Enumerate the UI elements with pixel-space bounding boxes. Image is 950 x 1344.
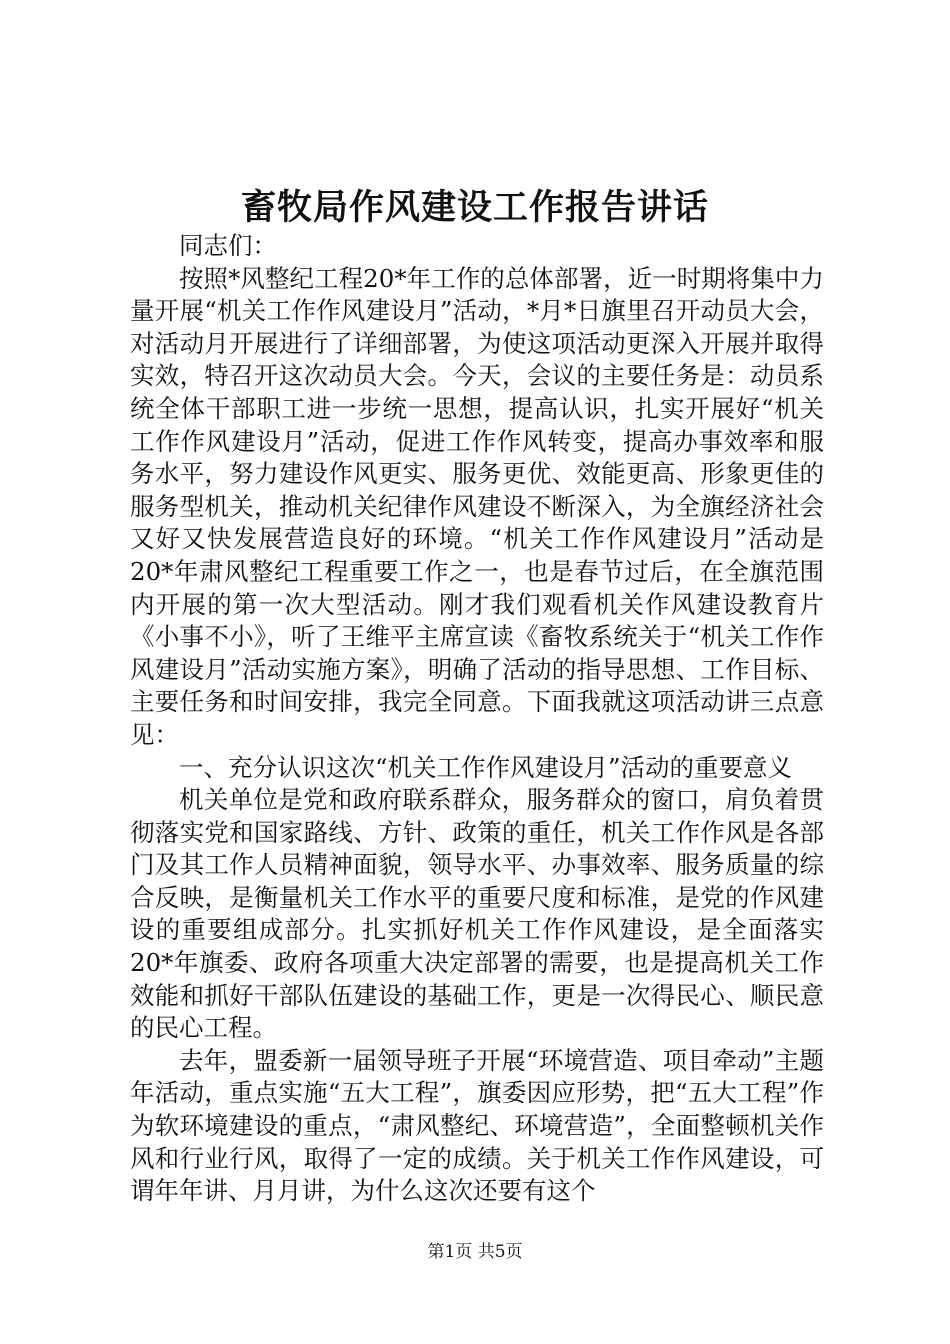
salutation-paragraph: 同志们： (179, 231, 277, 260)
document-body (130, 230, 824, 1208)
document-title: 畜牧局作风建设工作报告讲话 (240, 187, 709, 228)
body-paragraph: 去年，盟委新一届领导班子开展“环境营造、项目牵动”主题年活动，重点实施“五大工程”，旗委因应形势，把“五大工程”作为软环境建设的重点，“肃风整纪、环境营造”，全面整顿机关作风和行业行风，取得了一定的成绩。关于机关工作作风建设，可谓年年讲、月月讲，为什么这次还要有这个 (130, 1045, 824, 1206)
section-heading-1: 一、充分认识这次“机关工作作风建设月”活动的重要意义 (179, 752, 793, 782)
body-paragraph: 机关单位是党和政府联系群众，服务群众的窗口，肩负着贯彻落实党和国家路线、方针、政策的重任，机关工作作风是各部门及其工作人员精神面貌，领导水平、办事效率、服务质量的综合反映，是衡量机关工作水平的重要尺度和标准，是党的作风建设的重要组成部分。扎实抓好机关工作作风建设，是全面落实20*年旗委、政府各项重大决定部署的需要，也是提高机关工作效能和抓好干部队伍建设的基础工作，更是一次得民心、顺民意的民心工程。 (130, 785, 824, 1043)
page-number-footer: 第1页 共5页 (427, 1242, 523, 1262)
intro-paragraph: 按照*风整纪工程20*年工作的总体部署，近一时期将集中力量开展“机关工作作风建设月”活动，*月*日旗里召开动员大会，对活动月开展进行了详细部署，为使这项活动更深入开展并取得实效，特召开这次动员大会。今天，会议的主要任务是：动员系统全体干部职工进一步统一思想，提高认识，扎实开展好“机关工作作风建设月”活动，促进工作作风转变，提高办事效率和服务水平，努力建设作风更实、服务更优、效能更高、形象更佳的服务型机关，推动机关纪律作风建设不断深入，为全旗经济社会又好又快发展营造良好的环境。“机关工作作风建设月”活动是20*年肃风整纪工程重要工作之一，也是春节过后，在全旗范围内开展的第一次大型活动。刚才我们观看机关作风建设教育片《小事不小》，听了王维平主席宣读《畜牧系统关于“机关工作作风建设月”活动实施方案》，明确了活动的指导思想、工作目标、主要任务和时间安排，我完全同意。下面我就这项活动讲三点意见： (130, 263, 824, 749)
